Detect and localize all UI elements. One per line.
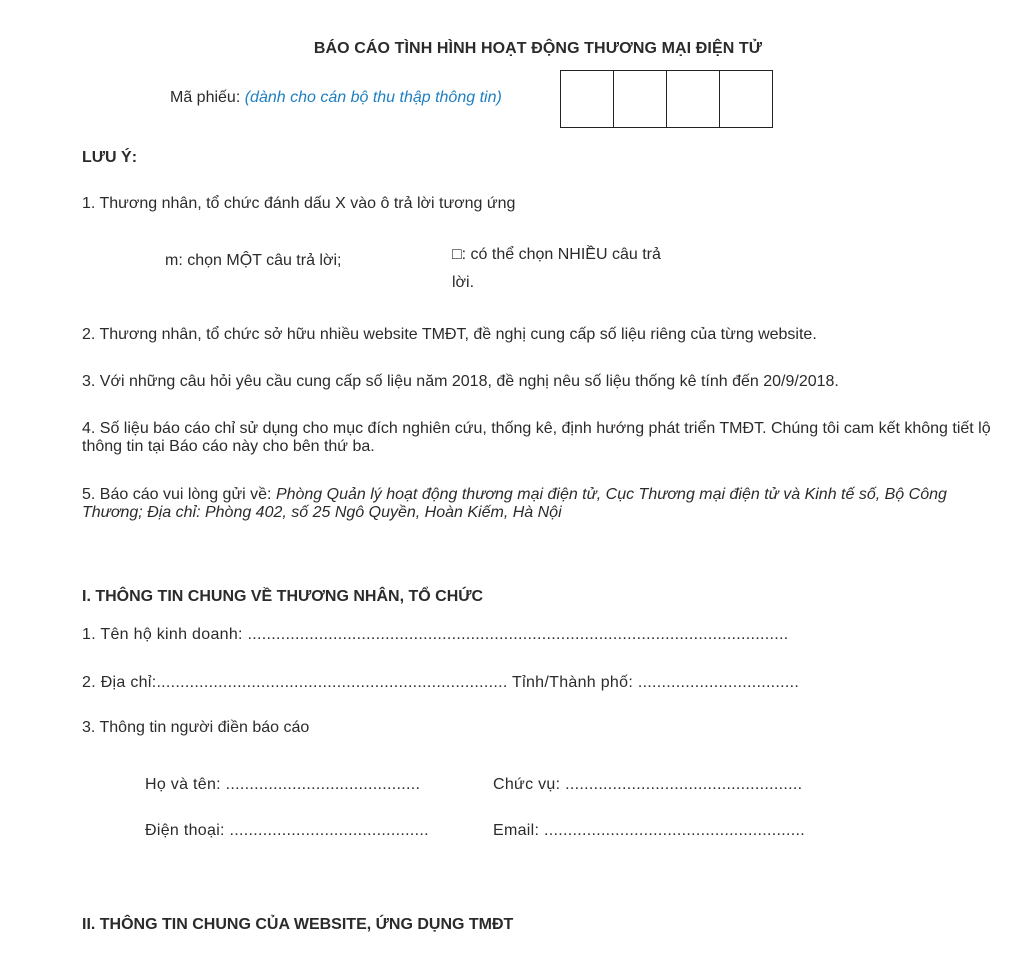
note-item-4: 4. Số liệu báo cáo chỉ sử dụng cho mục đích nghiên cứu, thống kê, định hướng phát triển TMĐT. Chúng tôi cam kết không tiết lộ thông tin tại Báo cáo này cho bên thứ ba.: [82, 420, 991, 455]
form-code-label: [170, 89, 502, 107]
multi-choice-legend-line2: lời.: [452, 274, 475, 291]
section-2-heading: II. THÔNG TIN CHUNG CỦA WEBSITE, ỨNG DỤNG TMĐT: [82, 916, 514, 933]
reporter-info-heading: 3. Thông tin người điền báo cáo: [82, 719, 310, 736]
note-item-5: [82, 486, 992, 522]
position-field[interactable]: Chức vụ: ..................................................: [493, 776, 803, 793]
page-title: BÁO CÁO TÌNH HÌNH HOẠT ĐỘNG THƯƠNG MẠI ĐIỆN TỬ: [313, 40, 763, 57]
section-1-heading: I. THÔNG TIN CHUNG VỀ THƯƠNG NHÂN, TỔ CHỨC: [82, 588, 484, 605]
note-item-5-prefix: 5. Báo cáo vui lòng gửi về:: [82, 486, 276, 503]
form-code-box-2[interactable]: [614, 71, 667, 127]
multi-choice-legend-line1: □: có thể chọn NHIỀU câu trả: [452, 246, 661, 263]
form-code-label-text: Mã phiếu:: [170, 89, 245, 106]
form-code-boxes[interactable]: [560, 70, 773, 128]
notes-heading: LƯU Ý:: [82, 149, 138, 166]
single-choice-legend: m: chọn MỘT câu trả lời;: [165, 252, 342, 269]
phone-field[interactable]: Điện thoại: ..........................................: [145, 822, 429, 839]
note-item-2: 2. Thương nhân, tổ chức sở hữu nhiều website TMĐT, đề nghị cung cấp số liệu riêng của từng website.: [82, 326, 817, 343]
email-field[interactable]: Email: .......................................................: [493, 822, 805, 839]
form-code-box-3[interactable]: [667, 71, 720, 127]
note-item-5-address: Phòng Quản lý hoạt động thương mại điện tử, Cục Thương mại điện tử và Kinh tế số, Bộ Công Thương; Địa chỉ: Phòng 402, số 25 Ngô Quyền, Hoàn Kiếm, Hà Nội: [82, 486, 947, 521]
form-code-hint: (dành cho cán bộ thu thập thông tin): [244, 89, 502, 106]
note-item-3: 3. Với những câu hỏi yêu cầu cung cấp số liệu năm 2018, đề nghị nêu số liệu thống kê tính đến 20/9/2018.: [82, 373, 839, 390]
business-name-field[interactable]: 1. Tên hộ kinh doanh: ..................................................................................................................: [82, 626, 789, 643]
form-code-box-1[interactable]: [561, 71, 614, 127]
full-name-field[interactable]: Họ và tên: .........................................: [145, 776, 421, 793]
form-code-box-4[interactable]: [720, 71, 772, 127]
address-field[interactable]: 2. Địa chỉ:.......................................................................... Tỉnh/Thành phố: ..................................: [82, 674, 800, 691]
note-item-1: 1. Thương nhân, tổ chức đánh dấu X vào ô trả lời tương ứng: [82, 195, 516, 212]
